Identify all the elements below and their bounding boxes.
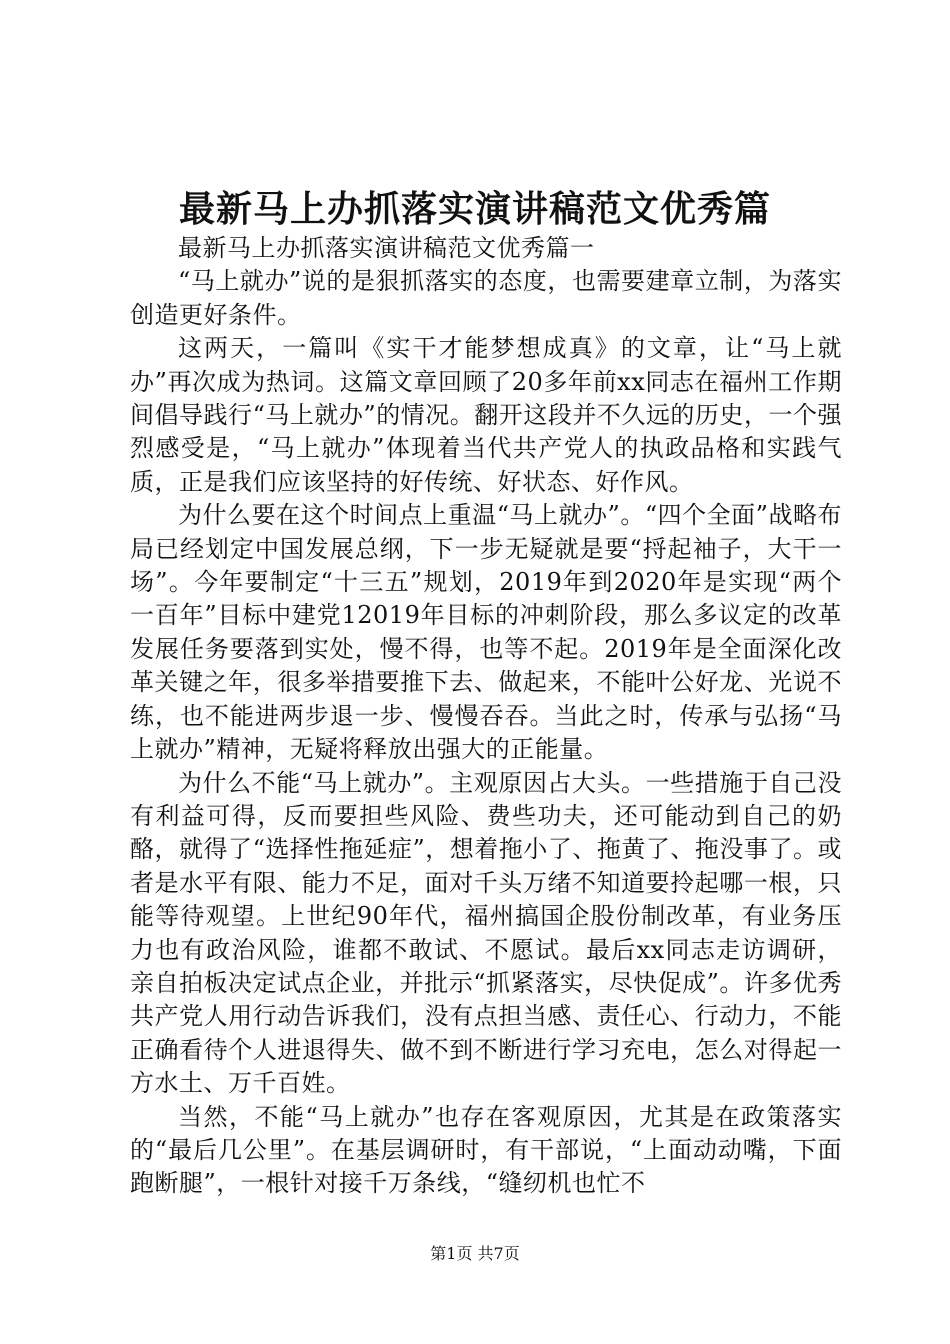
paragraph: 当然，不能“马上就办”也存在客观原因，尤其是在政策落实的“最后几公里”。在基层调研时，有干部说，“上面动动嘴，下面跑断腿”，一根针对接千万条线，“缝纫机也忙不 (130, 1102, 842, 1198)
paragraph: 这两天，一篇叫《实干才能梦想成真》的文章，让“马上就办”再次成为热词。这篇文章回顾了20多年前xx同志在福州工作期间倡导践行“马上就办”的情况。翻开这段并不久远的历史，一个强烈感受是，“马上就办”体现着当代共产党人的执政品格和实践气质，正是我们应该坚持的好传统、好状态、好作风。 (130, 334, 842, 496)
page-number: 第1页 共7页 (430, 1244, 520, 1263)
paragraph: “马上就办”说的是狠抓落实的态度，也需要建章立制，为落实创造更好条件。 (130, 267, 842, 329)
paragraph: 为什么不能“马上就办”。主观原因占大头。一些措施于自己没有利益可得，反而要担些风险、费些功夫，还可能动到自己的奶酪，就得了“选择性拖延症”，想着拖小了、拖黄了、拖没事了。或者是水平有限、能力不足，面对千头万绪不知道要拎起哪一根，只能等待观望。上世纪90年代，福州搞国企股份制改革，有业务压力也有政治风险，谁都不敢试、不愿试。最后xx同志走访调研，亲自拍板决定试点企业，并批示“抓紧落实，尽快促成”。许多优秀共产党人用行动告诉我们，没有点担当感、责任心、行动力，不能正确看待个人进退得失、做不到不断进行学习充电，怎么对得起一方水土、万千百姓。 (130, 768, 842, 1098)
paragraph: 为什么要在这个时间点上重温“马上就办”。“四个全面”战略布局已经划定中国发展总纲，下一步无疑就是要“捋起袖子，大干一场”。今年要制定“十三五”规划，2019年到2020年是实现“两个一百年”目标中建党12019年目标的冲刺阶段，那么多议定的改革发展任务要落到实处，慢不得，也等不起。2019年是全面深化改革关键之年，很多举措要推下去、做起来，不能叶公好龙、光说不练，也不能进两步退一步、慢慢吞吞。当此之时，传承与弘扬“马上就办”精神，无疑将释放出强大的正能量。 (130, 501, 842, 764)
page-footer (0, 1244, 950, 1264)
page-title: 最新马上办抓落实演讲稿范文优秀篇 (178, 188, 771, 230)
document-body (130, 232, 842, 1201)
paragraph-subtitle: 最新马上办抓落实演讲稿范文优秀篇一 (178, 234, 595, 262)
